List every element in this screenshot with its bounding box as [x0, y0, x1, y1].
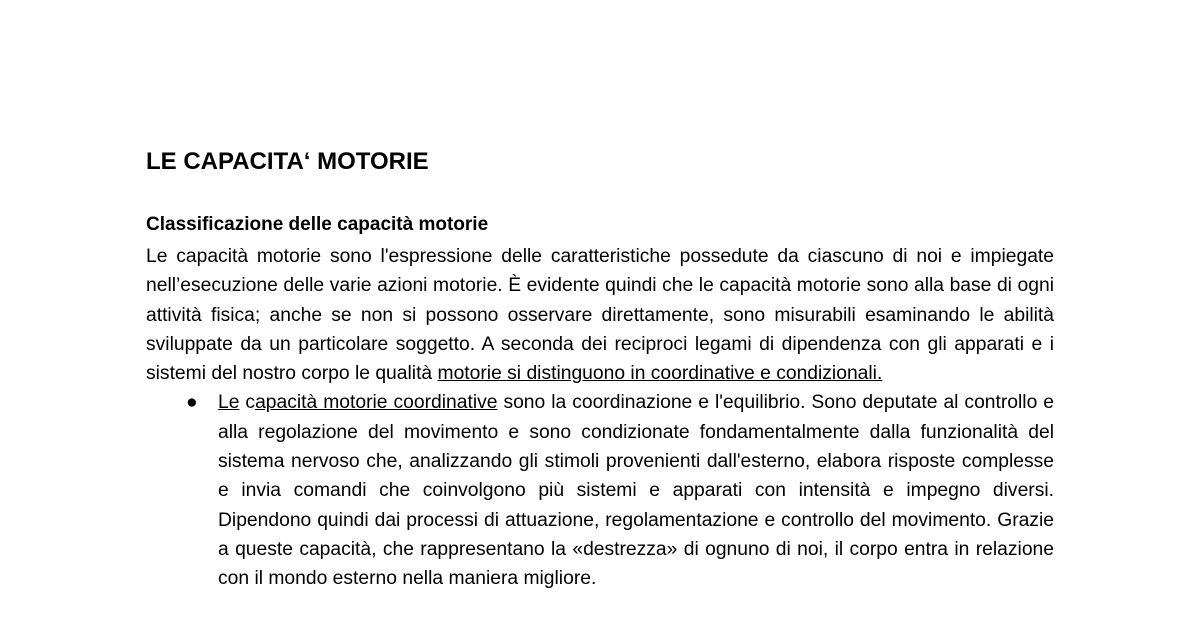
document-page: [146, 0, 1054, 630]
bullet-text: sono la coordinazione e l'equilibrio. Sono deputate al controllo e alla regolazione del movimento e sono condizionate fondamentalmente dalla funzionalità del sistema nervoso che, analizzando gli stimoli provenienti dall'esterno, elabora risposte complesse e invia comandi che coinvolgono più sistemi e apparati con intensità e impegno diversi. Dipendono quindi dai processi di attuazione, regolamentazione e controllo del movimento. Grazie a queste capacità, che rappresentano la «destrezza» di ognuno di noi, il corpo entra in relazione con il mondo esterno nella maniera migliore.: [218, 392, 1055, 590]
bullet-list: [146, 388, 1054, 593]
intro-text: Le capacità motorie sono l'espressione delle caratteristiche possedute da ciascuno di noi e impiegate nell’esecuzione delle varie azioni motorie. È evidente quindi che le capacità motorie sono alla base di ogni attività fisica; anche se non si possono osservare direttamente, sono misurabili esaminando le abilità sviluppate da un particolare soggetto. A seconda dei reciproci legami di dipendenza con gli apparati e i sistemi del nostro corpo le qualità: [146, 246, 1054, 385]
intro-underlined-text: motorie si distinguono in coordinative e condizionali.: [437, 363, 883, 385]
document-title: LE CAPACITA‘ MOTORIE: [146, 148, 429, 175]
bullet-lead-space: c: [239, 392, 256, 414]
intro-paragraph: [146, 242, 1054, 388]
document-body: [146, 242, 1054, 594]
section-heading: Classificazione delle capacità motorie: [146, 214, 489, 235]
bullet-dot-icon: ●: [186, 392, 198, 414]
list-item: [146, 388, 1054, 593]
bullet-key-term: apacità motorie coordinative: [255, 392, 498, 414]
bullet-lead-word: Le: [218, 392, 240, 414]
